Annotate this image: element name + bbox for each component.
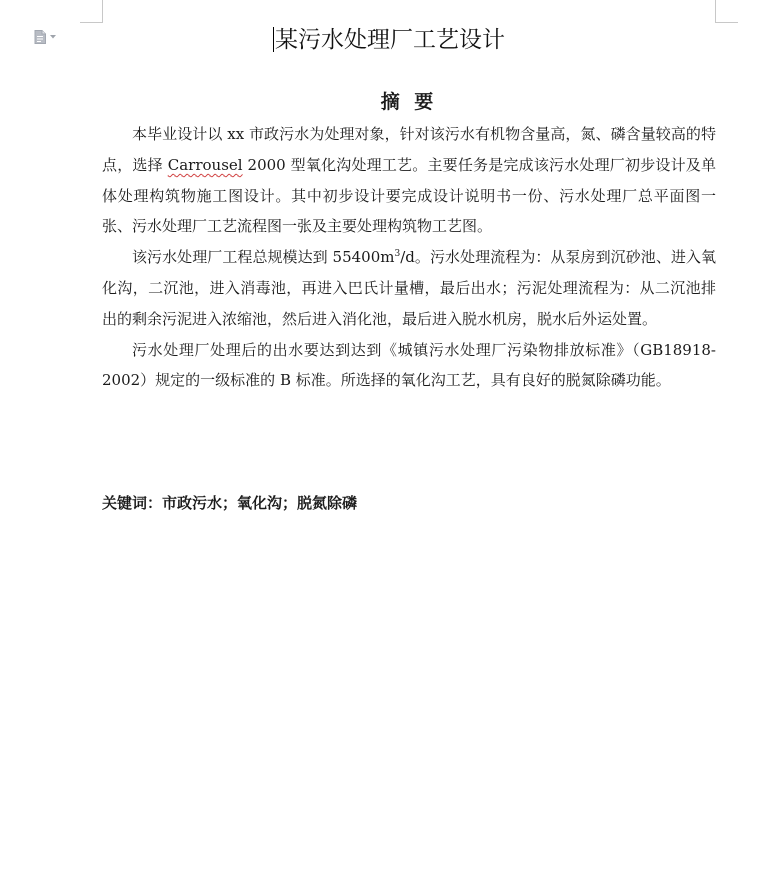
abstract-paragraph-3: 污水处理厂处理后的出水要达到达到《城镇污水处理厂污染物排放标准》（GB18918-2002）规定的一级标准的 B 标准。所选择的氧化沟工艺，具有良好的脱氮除磷功能。 (102, 340, 716, 390)
abstract-heading: 摘 要 (380, 91, 438, 113)
document-title-text: 某污水处理厂工艺设计 (275, 27, 505, 53)
document-title[interactable] (0, 24, 778, 56)
keywords-line: 关键词：市政污水；氧化沟；脱氮除磷 (102, 494, 358, 512)
crop-mark-top-right (715, 0, 738, 23)
abstract-paragraph-1: 本毕业设计以 xx 市政污水为处理对象，针对该污水有机物含量高，氮、磷含量较高的特点，选择 Carrousel 2000 型氧化沟处理工艺。主要任务是完成该污水处理厂初步设计及单体处理构筑物施工图设计。其中初步设计要完成设计说明书一份、污水处理厂总平面图一张、污水处理厂工艺流程图一张及主要处理构筑物工艺图。 (102, 125, 716, 236)
spellcheck-flagged-word[interactable]: Carrousel (167, 155, 243, 174)
abstract-body[interactable] (102, 119, 716, 396)
text-cursor (273, 27, 274, 52)
abstract-paragraph-2: 该污水处理厂工程总规模达到 $55400m^3/d$。污水处理流程为：从泵房到沉砂池、进入氧化沟，二沉池，进入消毒池，再进入巴氏计量槽，最后出水；污泥处理流程为：从二沉池排出的剩余污泥进入浓缩池，然后进入消化池，最后进入脱水机房，脱水后外运处置。 (102, 248, 716, 328)
crop-mark-top-left (80, 0, 103, 23)
